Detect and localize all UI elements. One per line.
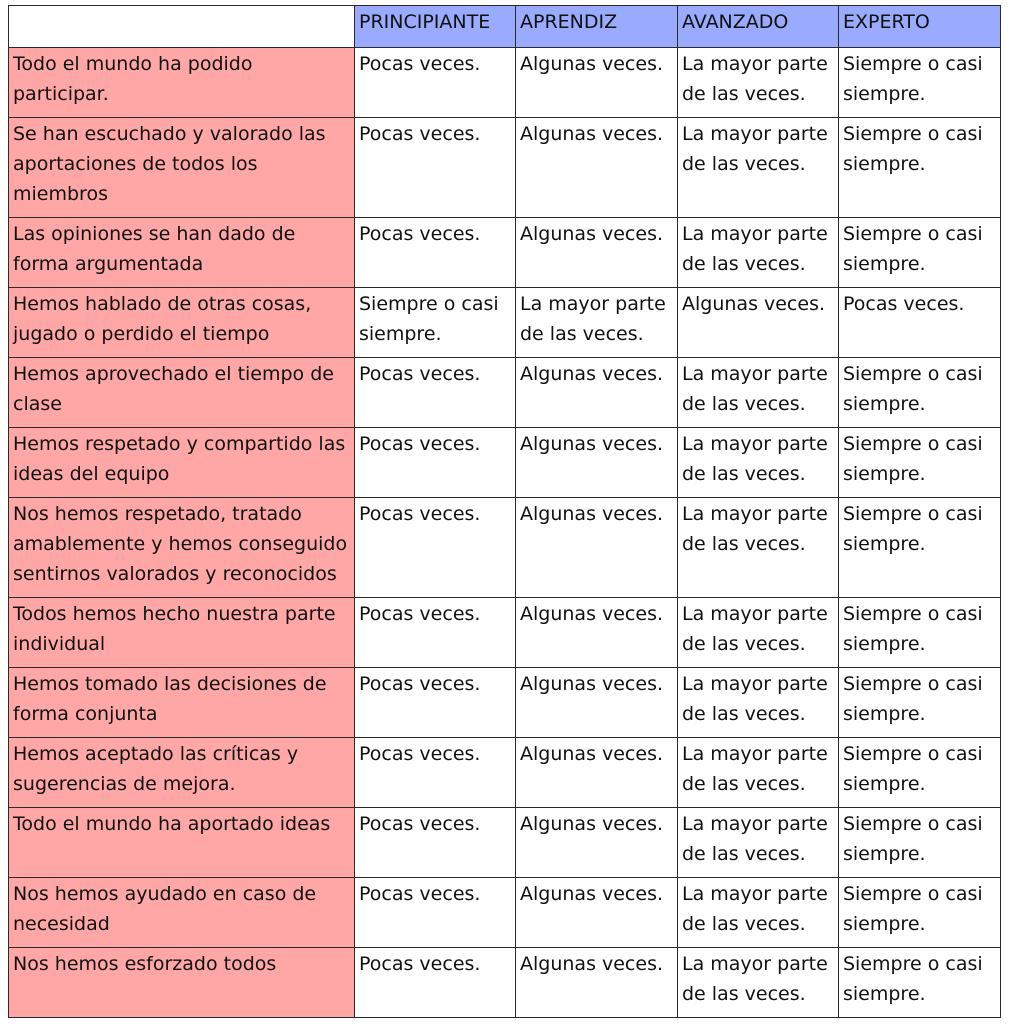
level-cell-principiante: Pocas veces.: [355, 218, 516, 288]
level-cell-principiante: Pocas veces.: [355, 808, 516, 878]
level-cell-experto: Pocas veces.: [839, 288, 1001, 358]
level-cell-principiante: Pocas veces.: [355, 948, 516, 1018]
level-cell-experto: Siempre o casi siempre.: [839, 948, 1001, 1018]
table-row: [9, 218, 1001, 288]
level-cell-avanzado: La mayor parte de las veces.: [678, 948, 839, 1018]
level-cell-experto: Siempre o casi siempre.: [839, 808, 1001, 878]
level-cell-experto: Siempre o casi siempre.: [839, 118, 1001, 218]
level-cell-aprendiz: Algunas veces.: [516, 218, 678, 288]
table-row: [9, 948, 1001, 1018]
level-cell-avanzado: La mayor parte de las veces.: [678, 218, 839, 288]
criterion-cell: Hemos hablado de otras cosas, jugado o perdido el tiempo: [9, 288, 355, 358]
level-cell-principiante: Pocas veces.: [355, 738, 516, 808]
level-cell-avanzado: La mayor parte de las veces.: [678, 668, 839, 738]
level-cell-avanzado: La mayor parte de las veces.: [678, 48, 839, 118]
level-cell-aprendiz: Algunas veces.: [516, 498, 678, 598]
rubric-table: [8, 5, 1001, 1018]
level-cell-experto: Siempre o casi siempre.: [839, 598, 1001, 668]
level-cell-avanzado: La mayor parte de las veces.: [678, 358, 839, 428]
table-row: [9, 428, 1001, 498]
level-cell-experto: Siempre o casi siempre.: [839, 738, 1001, 808]
level-cell-aprendiz: Algunas veces.: [516, 428, 678, 498]
table-row: [9, 288, 1001, 358]
level-cell-principiante: Pocas veces.: [355, 48, 516, 118]
table-row: [9, 808, 1001, 878]
level-cell-aprendiz: Algunas veces.: [516, 948, 678, 1018]
criterion-cell: Todos hemos hecho nuestra parte individual: [9, 598, 355, 668]
header-principiante: PRINCIPIANTE: [355, 6, 516, 48]
rubric-body: [9, 48, 1001, 1018]
criterion-cell: Nos hemos esforzado todos: [9, 948, 355, 1018]
header-aprendiz: APRENDIZ: [516, 6, 678, 48]
level-cell-aprendiz: Algunas veces.: [516, 878, 678, 948]
table-row: [9, 358, 1001, 428]
level-cell-experto: Siempre o casi siempre.: [839, 498, 1001, 598]
criterion-cell: Se han escuchado y valorado las aportaciones de todos los miembros: [9, 118, 355, 218]
level-cell-principiante: Pocas veces.: [355, 358, 516, 428]
criterion-cell: Nos hemos ayudado en caso de necesidad: [9, 878, 355, 948]
level-cell-aprendiz: Algunas veces.: [516, 48, 678, 118]
criterion-cell: Hemos respetado y compartido las ideas del equipo: [9, 428, 355, 498]
level-cell-avanzado: La mayor parte de las veces.: [678, 598, 839, 668]
level-cell-aprendiz: Algunas veces.: [516, 118, 678, 218]
header-experto: EXPERTO: [839, 6, 1001, 48]
level-cell-experto: Siempre o casi siempre.: [839, 48, 1001, 118]
level-cell-avanzado: La mayor parte de las veces.: [678, 738, 839, 808]
level-cell-aprendiz: La mayor parte de las veces.: [516, 288, 678, 358]
level-cell-experto: Siempre o casi siempre.: [839, 218, 1001, 288]
criterion-cell: Hemos aprovechado el tiempo de clase: [9, 358, 355, 428]
level-cell-experto: Siempre o casi siempre.: [839, 878, 1001, 948]
table-row: [9, 118, 1001, 218]
level-cell-principiante: Pocas veces.: [355, 428, 516, 498]
table-row: [9, 668, 1001, 738]
table-row: [9, 878, 1001, 948]
criterion-cell: Las opiniones se han dado de forma argumentada: [9, 218, 355, 288]
level-cell-avanzado: La mayor parte de las veces.: [678, 498, 839, 598]
criterion-cell: Todo el mundo ha podido participar.: [9, 48, 355, 118]
level-cell-avanzado: Algunas veces.: [678, 288, 839, 358]
header-row: [9, 6, 1001, 48]
level-cell-aprendiz: Algunas veces.: [516, 598, 678, 668]
level-cell-principiante: Pocas veces.: [355, 498, 516, 598]
header-corner-cell: [9, 6, 355, 48]
level-cell-aprendiz: Algunas veces.: [516, 668, 678, 738]
level-cell-principiante: Pocas veces.: [355, 598, 516, 668]
table-row: [9, 498, 1001, 598]
criterion-cell: Hemos tomado las decisiones de forma conjunta: [9, 668, 355, 738]
level-cell-avanzado: La mayor parte de las veces.: [678, 808, 839, 878]
level-cell-avanzado: La mayor parte de las veces.: [678, 428, 839, 498]
criterion-cell: Nos hemos respetado, tratado amablemente y hemos conseguido sentirnos valorados y reconocidos: [9, 498, 355, 598]
level-cell-avanzado: La mayor parte de las veces.: [678, 118, 839, 218]
table-row: [9, 48, 1001, 118]
level-cell-principiante: Pocas veces.: [355, 668, 516, 738]
level-cell-principiante: Pocas veces.: [355, 878, 516, 948]
header-avanzado: AVANZADO: [678, 6, 839, 48]
level-cell-experto: Siempre o casi siempre.: [839, 668, 1001, 738]
table-row: [9, 738, 1001, 808]
level-cell-principiante: Pocas veces.: [355, 118, 516, 218]
level-cell-aprendiz: Algunas veces.: [516, 738, 678, 808]
criterion-cell: Hemos aceptado las críticas y sugerencias de mejora.: [9, 738, 355, 808]
level-cell-experto: Siempre o casi siempre.: [839, 428, 1001, 498]
level-cell-avanzado: La mayor parte de las veces.: [678, 878, 839, 948]
level-cell-principiante: Siempre o casi siempre.: [355, 288, 516, 358]
criterion-cell: Todo el mundo ha aportado ideas: [9, 808, 355, 878]
level-cell-experto: Siempre o casi siempre.: [839, 358, 1001, 428]
level-cell-aprendiz: Algunas veces.: [516, 358, 678, 428]
table-row: [9, 598, 1001, 668]
level-cell-aprendiz: Algunas veces.: [516, 808, 678, 878]
